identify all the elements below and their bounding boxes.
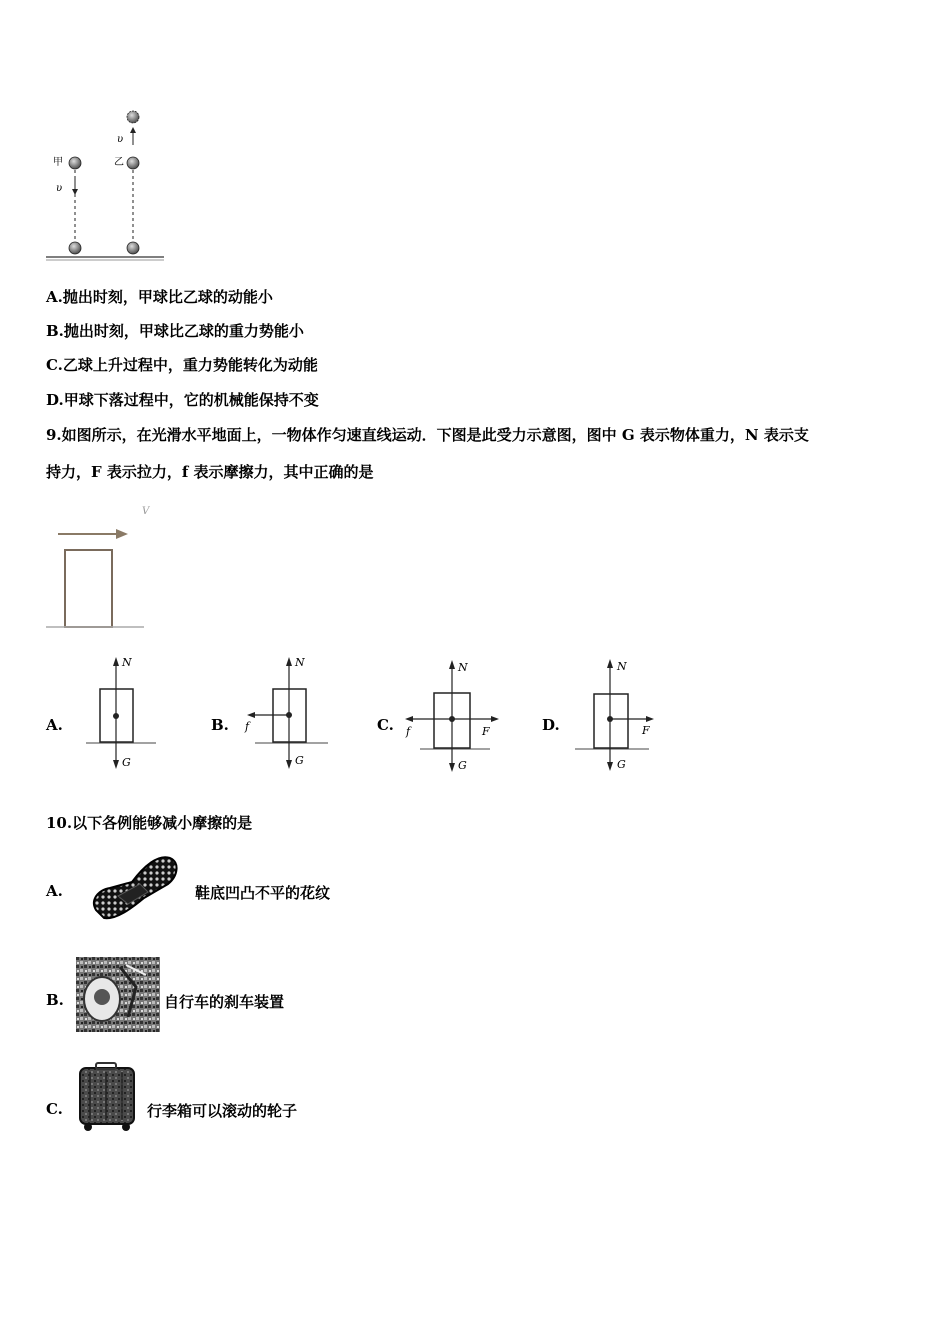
svg-text:N: N bbox=[295, 656, 305, 669]
q9-diagram-d bbox=[575, 654, 665, 776]
q9-diagram-a bbox=[86, 652, 166, 774]
svg-text:N: N bbox=[458, 661, 468, 674]
q9-option-d[interactable]: D. bbox=[542, 716, 560, 734]
q9-diagram-b bbox=[240, 652, 335, 774]
q9-option-c[interactable]: C. bbox=[377, 716, 394, 734]
q10-stem: 10.以下各例能够减小摩擦的是 bbox=[46, 814, 253, 832]
svg-text:G: G bbox=[122, 756, 131, 769]
svg-text:N: N bbox=[122, 656, 132, 669]
ball-drop-figure bbox=[44, 105, 169, 265]
svg-text:N: N bbox=[617, 660, 627, 673]
q9-option-a[interactable]: A. bbox=[46, 716, 63, 734]
ball-yi-icon bbox=[127, 157, 139, 169]
svg-text:F: F bbox=[482, 725, 490, 738]
bicycle-brake-icon bbox=[76, 957, 160, 1032]
svg-text:υ: υ bbox=[117, 134, 124, 145]
svg-text:F: F bbox=[642, 724, 650, 737]
q10-option-c[interactable]: C. bbox=[46, 1100, 63, 1118]
q8-option-d[interactable]: D.甲球下落过程中，它的机械能保持不变 bbox=[46, 391, 319, 409]
q9-diagram-c bbox=[400, 655, 505, 777]
svg-text:G: G bbox=[295, 754, 304, 767]
q10-option-b-text: 自行车的刹车装置 bbox=[164, 993, 285, 1011]
svg-text:V: V bbox=[142, 506, 150, 517]
q10-option-c-text: 行李箱可以滚动的轮子 bbox=[147, 1102, 298, 1120]
q9-option-b[interactable]: B. bbox=[211, 716, 229, 734]
q10-option-b[interactable]: B. bbox=[46, 991, 64, 1009]
svg-text:G: G bbox=[617, 758, 626, 771]
svg-text:f: f bbox=[406, 725, 411, 738]
suitcase-icon bbox=[76, 1062, 140, 1132]
q8-option-c[interactable]: C.乙球上升过程中，重力势能转化为动能 bbox=[46, 356, 318, 374]
svg-text:υ: υ bbox=[56, 183, 63, 194]
q8-option-b[interactable]: B.抛出时刻，甲球比乙球的重力势能小 bbox=[46, 322, 304, 340]
svg-text:乙: 乙 bbox=[114, 157, 124, 168]
svg-text:甲: 甲 bbox=[53, 157, 63, 168]
q8-option-a[interactable]: A.抛出时刻，甲球比乙球的动能小 bbox=[46, 288, 273, 306]
q9-object-figure bbox=[44, 502, 159, 632]
svg-text:f: f bbox=[245, 720, 250, 733]
q10-option-a-text: 鞋底凹凸不平的花纹 bbox=[195, 884, 331, 902]
q9-stem-line1: 9.如图所示，在光滑水平地面上，一物体作匀速直线运动．下图是此受力示意图，图中 G 表示物体重力，N 表示支 bbox=[46, 426, 809, 444]
shoe-sole-icon bbox=[88, 852, 183, 924]
q10-option-a[interactable]: A. bbox=[46, 882, 63, 900]
q9-stem-line2: 持力，F 表示拉力，f 表示摩擦力，其中正确的是 bbox=[46, 463, 374, 481]
ball-jia-icon bbox=[69, 157, 81, 169]
svg-text:G: G bbox=[458, 759, 467, 772]
